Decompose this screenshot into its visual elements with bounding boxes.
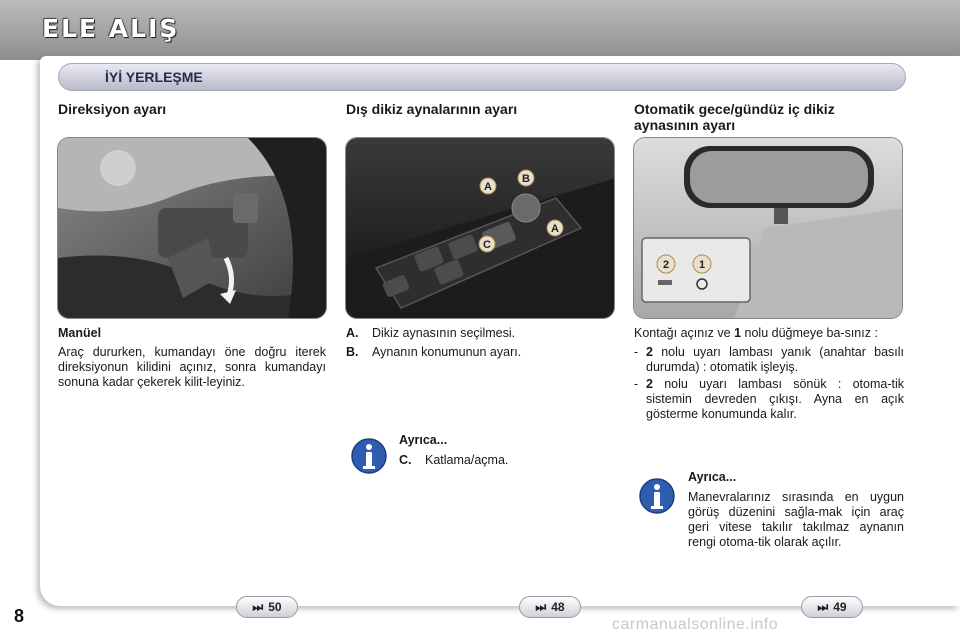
skip-forward-icon: ⏭: [817, 599, 829, 614]
page-ref-48[interactable]: ⏭ 48: [519, 596, 581, 618]
interior-intro: Kontağı açınız ve 1 nolu düğmeye ba-sınız :: [634, 326, 878, 340]
list-item: A. Dikiz aynasının seçilmesi.: [346, 326, 516, 340]
steering-body: Araç dururken, kumandayı öne doğru iterek direksiyonun kilidini açınız, sonra kumandayı sonuna kadar çekerek kilit-leyiniz.: [58, 345, 326, 389]
list-item: - 2 nolu uyarı lambası yanık (anahtar basılı durumda) : otomatik işleyiş.: [634, 345, 904, 374]
info-icon: [350, 436, 388, 476]
note-title: Ayrıca...: [399, 433, 448, 447]
interior-mirror-note: [688, 470, 904, 550]
mirror-items: [346, 326, 614, 360]
list-item: B. Aynanın konumunun ayarı.: [346, 345, 522, 359]
watermark: carmanualsonline.info: [612, 616, 779, 633]
steering-subheading: Manüel: [58, 326, 102, 340]
photo-label: A: [551, 223, 559, 235]
note-title: Ayrıca...: [688, 470, 737, 484]
mirrors-heading: Dış dikiz aynalarının ayarı: [346, 101, 518, 117]
page-title: ELE ALIŞ: [42, 14, 180, 43]
photo-label: B: [522, 173, 530, 185]
list-item: - 2 nolu uyarı lambası sönük : otoma-tik sistemin devreden çıkışı. Ayna en açık gösterme konumunda kalır.: [634, 377, 904, 421]
steering-heading: Direksiyon ayarı: [58, 101, 167, 117]
page-ref-50[interactable]: ⏭ 50: [236, 596, 298, 618]
list-item: C. Katlama/açma.: [399, 453, 509, 467]
skip-forward-icon: ⏭: [252, 599, 264, 614]
steering-photo: [57, 137, 327, 319]
section-banner: [58, 63, 906, 91]
photo-label: A: [484, 181, 492, 193]
section-title: İYİ YERLEŞME: [105, 69, 203, 85]
interior-mirror-heading: Otomatik gece/gündüz iç dikiz aynasının ayarı: [634, 101, 835, 133]
photo-label: 1: [698, 259, 706, 271]
mirror-controls-photo: [345, 137, 615, 319]
photo-label: C: [483, 239, 491, 251]
interior-mirror-photo: [633, 137, 903, 319]
mirrors-note: [399, 433, 599, 468]
page-number: 8: [14, 606, 25, 626]
steering-text: [58, 326, 326, 390]
interior-mirror-text: [634, 326, 904, 422]
photo-label: 2: [662, 259, 670, 271]
skip-forward-icon: ⏭: [535, 599, 547, 614]
page-ref-49[interactable]: ⏭ 49: [801, 596, 863, 618]
info-icon: [638, 476, 676, 516]
note-body: Manevralarınız sırasında en uygun görüş düzenini sağla-mak için araç geri vitese takılır takılmaz aynanın rengi otoma-tik olarak açılır.: [688, 490, 904, 549]
